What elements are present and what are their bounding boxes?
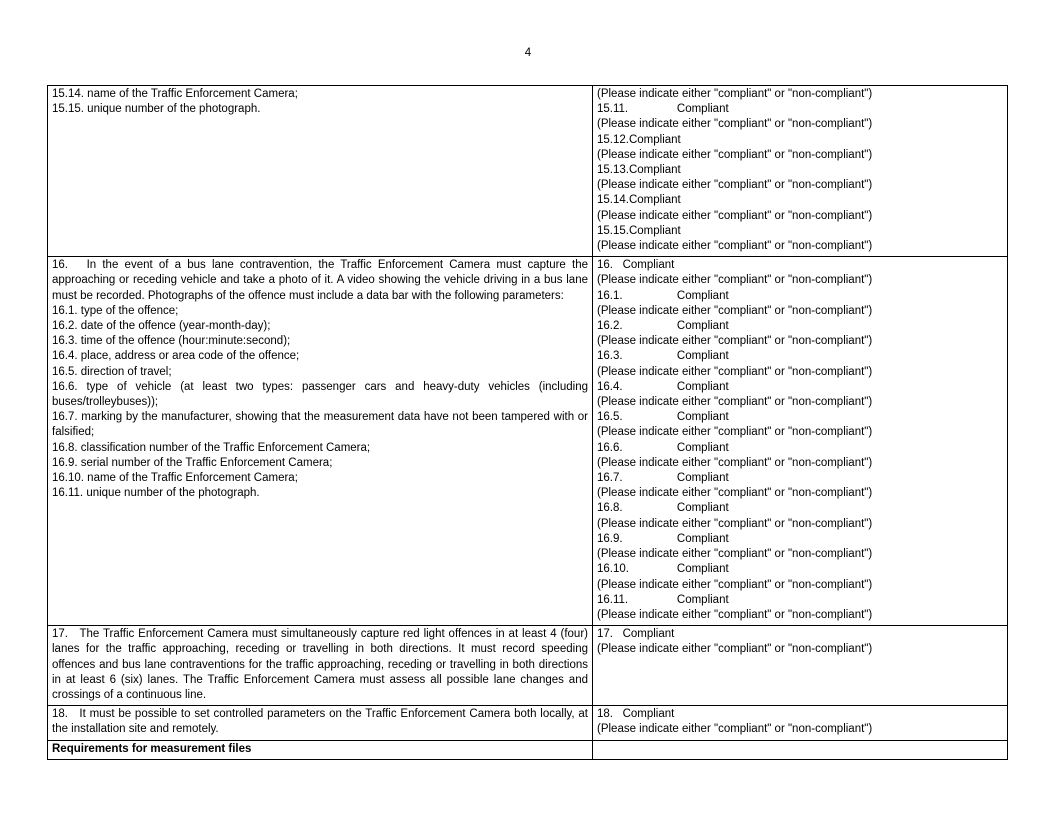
requirement-cell [48, 257, 593, 626]
table-row [48, 626, 1008, 706]
compliance-response: 18. Compliant [597, 708, 675, 721]
page-number: 4 [524, 47, 532, 59]
instruction-note: (Please indicate either "compliant" or "non-compliant") [597, 240, 873, 253]
requirement-cell [48, 626, 593, 706]
requirement-text: 15.14. name of the Traffic Enforcement Camera; [52, 88, 298, 100]
compliance-response: 16.4. Compliant [597, 380, 729, 393]
compliance-response: 16.7. Compliant [597, 472, 729, 485]
requirement-text: 15.15. unique number of the photograph. [52, 103, 261, 116]
requirement-text: 16. In the event of a bus lane contravention, the Traffic Enforcement Camera must capture the approaching or receding vehicle and take a photo of it. A video showing the vehicle driving in a bus lane must be recorded. Photographs of the offence must include a data bar with the following parameters: [52, 259, 588, 302]
instruction-note: (Please indicate either "compliant" or "non-compliant") [597, 548, 873, 561]
compliance-response: 15.15.Compliant [597, 224, 681, 237]
table-row [48, 257, 1008, 626]
requirement-text: 16.9. serial number of the Traffic Enforcement Camera; [52, 456, 333, 469]
compliance-response: 15.11. Compliant [597, 103, 729, 116]
instruction-note: (Please indicate either "compliant" or "non-compliant") [597, 723, 873, 736]
compliance-response: 16.11. Compliant [597, 593, 729, 606]
requirement-text: 16.7. marking by the manufacturer, showing that the measurement data have not been tampered with or falsified; [52, 411, 588, 439]
compliance-response: 16.8. Compliant [597, 502, 729, 515]
requirement-text: 16.11. unique number of the photograph. [52, 487, 260, 500]
instruction-note: (Please indicate either "compliant" or "non-compliant") [597, 608, 873, 621]
requirement-text: 16.10. name of the Traffic Enforcement Camera; [52, 472, 298, 485]
instruction-note: (Please indicate either "compliant" or "non-compliant") [597, 578, 873, 591]
requirement-text: 16.1. type of the offence; [52, 304, 179, 317]
requirement-text: 16.8. classification number of the Traffic Enforcement Camera; [52, 441, 371, 454]
instruction-note: (Please indicate either "compliant" or "non-compliant") [597, 426, 873, 439]
requirement-text: 16.3. time of the offence (hour:minute:second); [52, 335, 291, 348]
section-heading: Requirements for measurement files [52, 742, 252, 755]
response-cell [593, 86, 1008, 257]
compliance-response: 15.13.Compliant [597, 164, 681, 177]
instruction-note: (Please indicate either "compliant" or "non-compliant") [597, 88, 873, 100]
response-cell [593, 257, 1008, 626]
compliance-response: 16.10. Compliant [597, 563, 729, 576]
instruction-note: (Please indicate either "compliant" or "non-compliant") [597, 365, 873, 378]
instruction-note: (Please indicate either "compliant" or "non-compliant") [597, 456, 873, 469]
requirement-cell [48, 706, 593, 740]
table-row [48, 740, 1008, 759]
compliance-response: 15.14.Compliant [597, 194, 681, 207]
instruction-note: (Please indicate either "compliant" or "non-compliant") [597, 643, 873, 656]
table-row [48, 86, 1008, 257]
requirement-text: 18. It must be possible to set controlled parameters on the Traffic Enforcement Camera both locally, at the installation site and remotely. [52, 708, 588, 736]
response-cell [593, 740, 1008, 759]
compliance-response: 16.2. Compliant [597, 320, 729, 333]
compliance-response: 16. Compliant [597, 259, 675, 272]
compliance-response: 17. Compliant [597, 628, 675, 641]
compliance-response: 16.1. Compliant [597, 289, 729, 302]
requirement-cell [48, 86, 593, 257]
compliance-response: 16.9. Compliant [597, 532, 729, 545]
instruction-note: (Please indicate either "compliant" or "non-compliant") [597, 517, 873, 530]
instruction-note: (Please indicate either "compliant" or "non-compliant") [597, 335, 873, 348]
instruction-note: (Please indicate either "compliant" or "non-compliant") [597, 396, 873, 409]
section-heading-cell [48, 740, 593, 759]
instruction-note: (Please indicate either "compliant" or "non-compliant") [597, 274, 873, 287]
requirement-text: 16.2. date of the offence (year-month-day); [52, 320, 271, 333]
instruction-note: (Please indicate either "compliant" or "non-compliant") [597, 118, 873, 131]
compliance-response: 16.6. Compliant [597, 441, 729, 454]
compliance-table [47, 85, 1008, 760]
instruction-note: (Please indicate either "compliant" or "non-compliant") [597, 487, 873, 500]
requirement-text: 16.6. type of vehicle (at least two types: passenger cars and heavy-duty vehicles (including buses/trolleybuses)); [52, 380, 588, 409]
compliance-response: 15.12.Compliant [597, 133, 681, 146]
requirement-text: 17. The Traffic Enforcement Camera must simultaneously capture red light offences in at least 4 (four) lanes for the traffic approaching, receding or travelling in both directions. It must record speeding offences and bus lane contraventions for the traffic approaching, receding or travelling in both directions in at least 6 (six) lanes. The Traffic Enforcement Camera must assess all possible lane changes and crossings of a continuous line. [52, 628, 588, 701]
response-cell [593, 626, 1008, 706]
instruction-note: (Please indicate either "compliant" or "non-compliant") [597, 148, 873, 161]
response-cell [593, 706, 1008, 740]
compliance-response: 16.3. Compliant [597, 350, 729, 363]
instruction-note: (Please indicate either "compliant" or "non-compliant") [597, 304, 873, 317]
instruction-note: (Please indicate either "compliant" or "non-compliant") [597, 179, 873, 192]
requirement-text: 16.5. direction of travel; [52, 365, 172, 378]
table-row [48, 706, 1008, 740]
requirement-text: 16.4. place, address or area code of the offence; [52, 350, 300, 363]
compliance-response: 16.5. Compliant [597, 411, 729, 424]
instruction-note: (Please indicate either "compliant" or "non-compliant") [597, 209, 873, 222]
